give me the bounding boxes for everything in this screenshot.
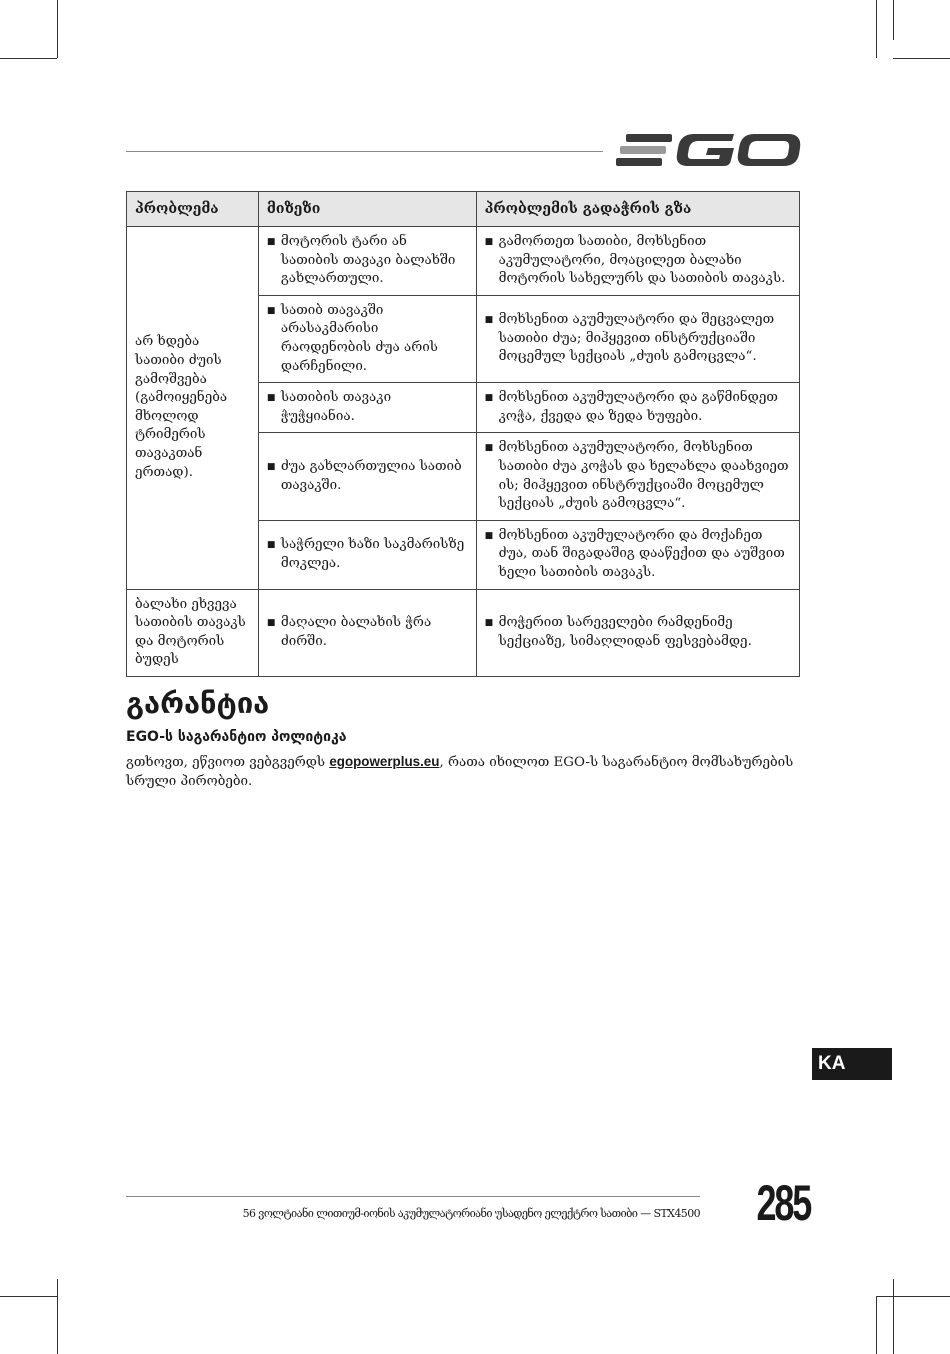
- header-rule: [126, 151, 603, 152]
- crop-mark: [0, 58, 57, 59]
- footer-rule: [126, 1196, 700, 1197]
- bullet-icon: ■: [484, 393, 494, 404]
- solution-cell: ■ მოხსენით აკუმულატორი და გაწმინდეთ კოჭა, ქვედა და ზედა ხუფები.: [476, 383, 799, 433]
- bullet-icon: ■: [266, 618, 276, 629]
- solution-cell: ■ მოხსენით აკუმულატორი და შეცვალეთ სათიბი ძუა; მიჰყევით ინსტრუქციაში მოცემულ სექციას „ძუის გამოცვლა“.: [476, 295, 799, 382]
- warranty-paragraph: გთხოვთ, ეწვიოთ ვებგვერდს egopowerplus.eu, რათა იხილოთ EGO-ს საგარანტიო მომსახურების სრული პირობები.: [126, 754, 794, 789]
- column-header: მიზეზი: [258, 192, 476, 227]
- table-row: [127, 227, 800, 296]
- cause-cell: ■ სათიბის თავაკი ჭუჭყიანია.: [258, 383, 476, 433]
- cause-cell: ■ სათიბ თავაკში არასაკმარისი რაოდენობის ძუა არის დარჩენილი.: [258, 295, 476, 382]
- crop-mark: [876, 0, 877, 58]
- bullet-icon: ■: [484, 618, 494, 629]
- page-number: 285: [756, 1175, 811, 1231]
- cause-cell: ■ მაღალი ბალახის ჭრა ძირში.: [258, 589, 476, 676]
- solution-cell: ■ გამორთეთ სათიბი, მოხსენით აკუმულატორი, მოაცილეთ ბალახი მოტორის სახელურს და სათიბის თავაკს.: [476, 227, 799, 296]
- solution-cell: ■ მოხსენით აკუმულატორი და მოქაჩეთ ძუა, თან შიგადაშიგ დააწექით და აუშვით ხელი სათიბის თავაკს.: [476, 520, 799, 589]
- troubleshooting-table: [126, 191, 800, 677]
- language-badge: KA: [812, 1048, 892, 1080]
- warranty-title: გარანტია: [126, 686, 270, 720]
- warranty-subtitle: EGO-ს საგარანტიო პოლიტიკა: [126, 729, 347, 745]
- column-header: პრობლემა: [127, 192, 259, 227]
- crop-mark: [876, 1296, 877, 1354]
- bullet-icon: ■: [266, 393, 276, 404]
- bullet-icon: ■: [266, 237, 276, 247]
- bullet-icon: ■: [484, 237, 494, 247]
- column-header: პრობლემის გადაჭრის გზა: [476, 192, 799, 227]
- warranty-link[interactable]: egopowerplus.eu: [329, 754, 440, 769]
- cause-cell: ■ მოტორის ტარი ან სათიბის თავაკი ბალახში გახლართული.: [258, 227, 476, 296]
- bullet-icon: ■: [484, 530, 494, 541]
- solution-cell: ■ მოჭერით სარეველები რამდენიმე სექციაზე, სიმაღლიდან ფესვებამდე.: [476, 589, 799, 676]
- bullet-icon: ■: [266, 305, 276, 316]
- ego-logo: [616, 128, 802, 172]
- bullet-icon: ■: [266, 540, 276, 551]
- bullet-icon: ■: [484, 315, 494, 326]
- footer-product-line: 56 ვოლტიანი ლითიუმ-იონის აკუმულატორიანი უსადენო ელექტრო სათიბი — STX4500: [242, 1207, 700, 1220]
- problem-cell: ბალახი ეხვევა სათიბის თავაკს და მოტორის ბუდეს: [127, 589, 259, 676]
- crop-mark: [876, 1296, 950, 1297]
- solution-cell: ■ მოხსენით აკუმულატორი, მოხსენით სათიბი ძუა კოჭას და ხელახლა დაახვიეთ ის; მიჰყევით ინსტრუქციაში მოცემულ სექციას „ძუის გამოცვლა“.: [476, 433, 799, 520]
- problem-cell: არ ხდება სათიბი ძუის გამოშვება (გამოიყენება მხოლოდ ტრიმერის თავაკთან ერთად).: [127, 227, 259, 590]
- crop-mark: [57, 1279, 58, 1354]
- table-header-row: [127, 192, 800, 227]
- crop-mark: [893, 1279, 894, 1354]
- crop-mark: [893, 0, 894, 40]
- table-row: [127, 589, 800, 676]
- crop-mark: [57, 0, 58, 58]
- crop-mark: [0, 1296, 57, 1297]
- bullet-icon: ■: [266, 461, 276, 472]
- crop-mark: [893, 58, 950, 59]
- bullet-icon: ■: [484, 443, 494, 454]
- cause-cell: ■ ძუა გახლართულია სათიბ თავაკში.: [258, 433, 476, 520]
- cause-cell: ■ საჭრელი ხაზი საკმარისზე მოკლეა.: [258, 520, 476, 589]
